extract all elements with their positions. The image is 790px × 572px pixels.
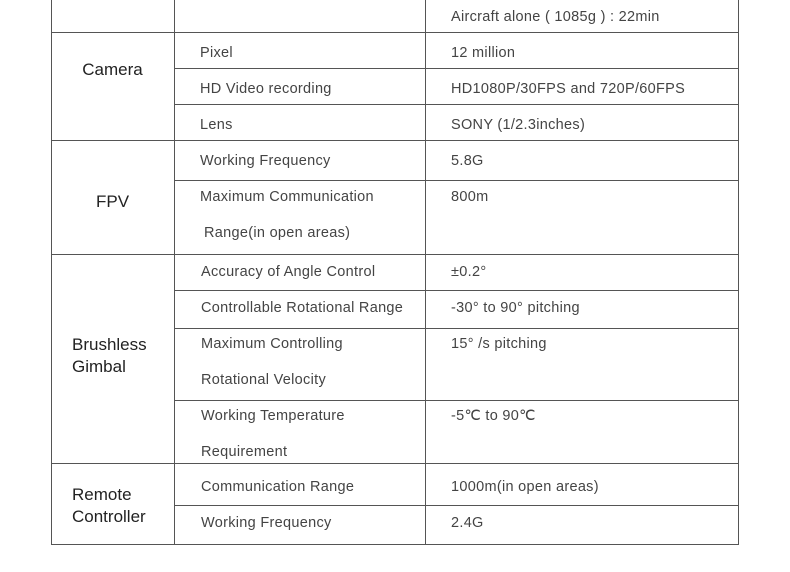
param-working-temp-line2: Requirement bbox=[201, 444, 288, 460]
category-gimbal-line1: Brushless bbox=[72, 335, 147, 354]
param-remote-frequency: Working Frequency bbox=[201, 515, 332, 531]
value-working-temp: -5℃ to 90℃ bbox=[451, 408, 536, 424]
param-fpv-range-line2: Range(in open areas) bbox=[204, 225, 351, 241]
param-rotational-range: Controllable Rotational Range bbox=[201, 300, 404, 316]
spec-table bbox=[51, 0, 739, 545]
value-rotational-velocity: 15° /s pitching bbox=[451, 336, 547, 352]
param-fpv-frequency: Working Frequency bbox=[200, 153, 331, 169]
param-rotational-velocity-line2: Rotational Velocity bbox=[201, 372, 326, 388]
value-pixel: 12 million bbox=[451, 45, 516, 61]
param-lens: Lens bbox=[200, 117, 233, 133]
battery-life-value: Aircraft alone ( 1085g ) : 22min bbox=[451, 9, 660, 25]
value-rotational-range: -30° to 90° pitching bbox=[451, 300, 580, 316]
param-rotational-velocity-line1: Maximum Controlling bbox=[201, 336, 343, 352]
param-working-temp-line1: Working Temperature bbox=[201, 408, 345, 424]
value-remote-frequency: 2.4G bbox=[451, 515, 484, 531]
value-angle-accuracy: ±0.2° bbox=[451, 264, 487, 280]
value-fpv-range: 800m bbox=[451, 189, 489, 205]
section-divider bbox=[51, 254, 739, 255]
category-fpv: FPV bbox=[95, 192, 130, 211]
section-divider bbox=[51, 140, 739, 141]
param-angle-accuracy: Accuracy of Angle Control bbox=[201, 264, 376, 280]
param-pixel: Pixel bbox=[200, 45, 233, 61]
value-lens: SONY (1/2.3inches) bbox=[451, 117, 586, 133]
param-hd-video: HD Video recording bbox=[200, 81, 332, 97]
param-fpv-range-line1: Maximum Communication bbox=[200, 189, 374, 205]
section-divider bbox=[51, 463, 739, 464]
value-fpv-frequency: 5.8G bbox=[451, 153, 484, 169]
category-remote-line1: Remote bbox=[72, 485, 132, 504]
category-gimbal-line2: Gimbal bbox=[72, 357, 126, 376]
category-camera: Camera bbox=[82, 60, 143, 79]
table-border-bottom bbox=[51, 544, 739, 545]
value-communication-range: 1000m(in open areas) bbox=[451, 479, 599, 495]
category-remote-line2: Controller bbox=[72, 507, 146, 526]
param-communication-range: Communication Range bbox=[201, 479, 355, 495]
value-hd-video: HD1080P/30FPS and 720P/60FPS bbox=[451, 81, 686, 97]
